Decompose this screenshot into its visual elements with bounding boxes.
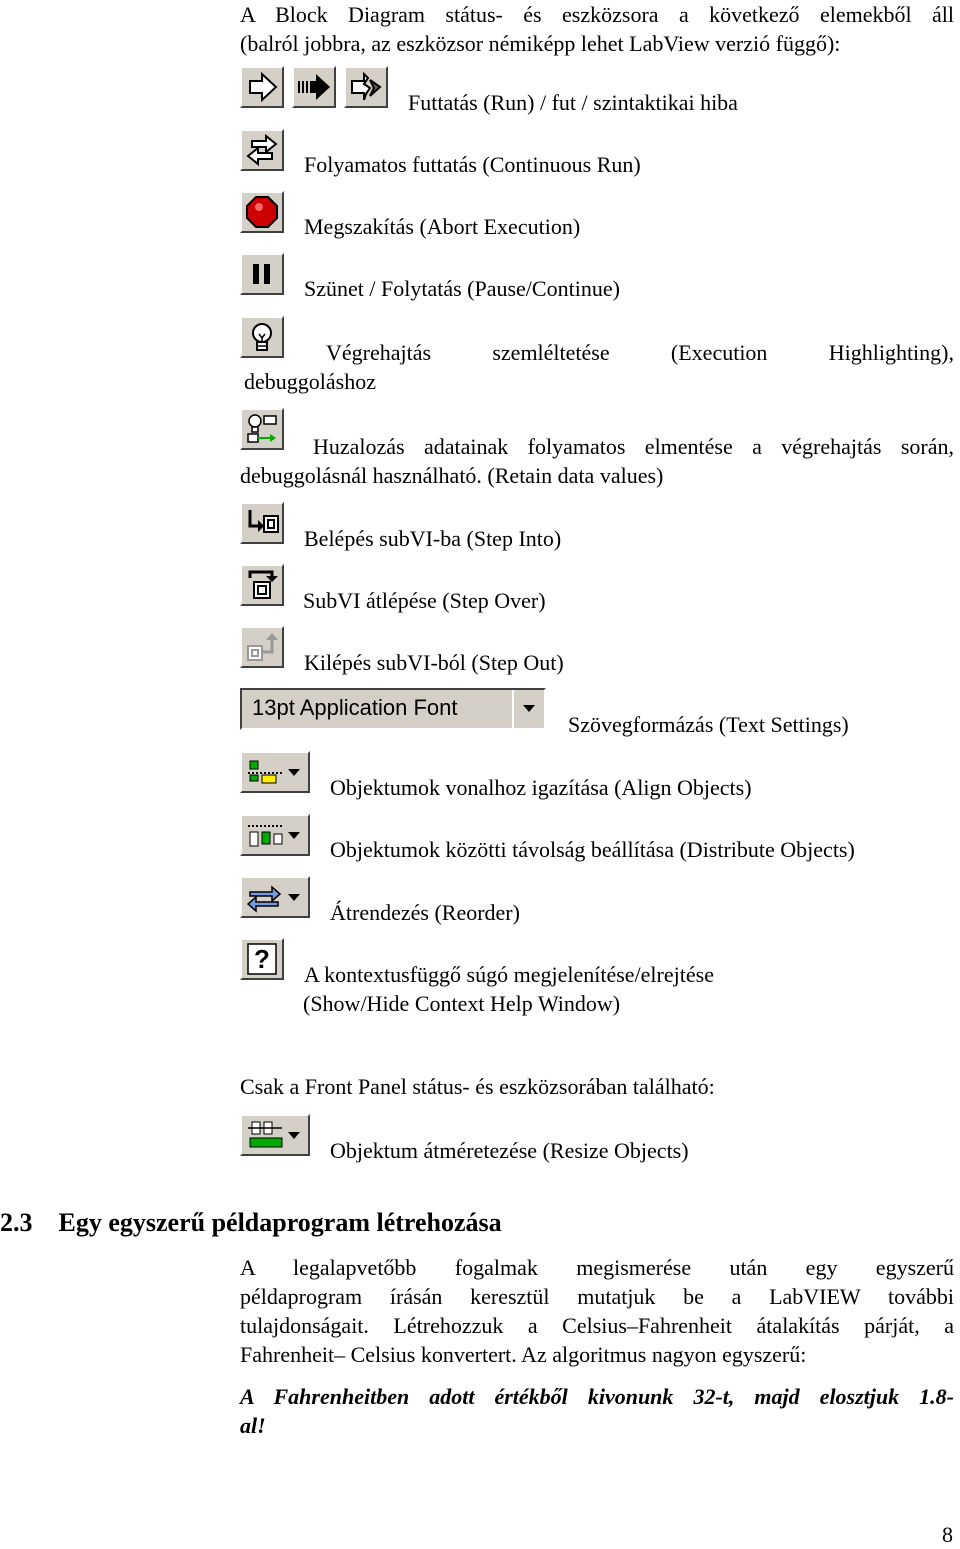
run-broken-icon[interactable]	[344, 66, 388, 108]
highlight-execution-label-2: debuggoláshoz	[244, 369, 376, 394]
page-number: 8	[942, 1522, 953, 1547]
context-help-label-2: (Show/Hide Context Help Window)	[303, 991, 621, 1016]
resize-objects-label: Objektum átméretezése (Resize Objects)	[330, 1138, 689, 1163]
text-settings-label: Szövegformázás (Text Settings)	[568, 712, 849, 737]
paragraph-line: A legalapvetőbb fogalmak megismerése után egy egyszerű	[240, 1255, 954, 1280]
text-settings-dropdown[interactable]	[240, 688, 546, 730]
emphasis-line: A Fahrenheitben adott értékből kivonunk 32-t, majd elosztjuk 1.8-	[240, 1384, 954, 1409]
section-heading: 2.3 Egy egyszerű példaprogram létrehozása	[0, 1208, 502, 1237]
step-out-icon[interactable]	[240, 626, 284, 668]
highlight-execution-label: Végrehajtás szemléltetése (Execution Highlighting),	[326, 340, 954, 365]
abort-icon[interactable]	[240, 191, 284, 233]
reorder-label: Átrendezés (Reorder)	[330, 900, 520, 925]
retain-wire-values-icon[interactable]	[240, 408, 284, 450]
step-into-label: Belépés subVI-ba (Step Into)	[304, 526, 562, 551]
emphasis-line-2: al!	[240, 1413, 266, 1438]
distribute-objects-label: Objektumok közötti távolság beállítása (Distribute Objects)	[330, 837, 855, 862]
paragraph-line: tulajdonságait. Létrehozzuk a Celsius–Fahrenheit átalakítás párját, a	[240, 1313, 954, 1338]
step-into-icon[interactable]	[240, 502, 284, 544]
reorder-icon[interactable]	[240, 876, 310, 918]
pause-icon[interactable]	[240, 253, 284, 295]
run-label: Futtatás (Run) / fut / szintaktikai hiba	[408, 90, 738, 115]
align-objects-label: Objektumok vonalhoz igazítása (Align Objects)	[330, 775, 752, 800]
context-help-label: A kontextusfüggő súgó megjelenítése/elrejtése	[304, 962, 714, 987]
intro-line-1: A Block Diagram státus- és eszközsora a következő elemekből áll	[240, 2, 954, 27]
continuous-run-icon[interactable]	[240, 129, 284, 171]
pause-label: Szünet / Folytatás (Pause/Continue)	[304, 276, 620, 301]
chevron-down-icon	[512, 690, 544, 728]
abort-label: Megszakítás (Abort Execution)	[304, 214, 581, 239]
paragraph-line: példaprogram írásán keresztül mutatjuk be a LabVIEW további	[240, 1284, 954, 1309]
retain-wire-values-label-2: debuggolásnál használható. (Retain data values)	[240, 463, 664, 488]
svg-text:?: ?	[254, 944, 270, 974]
step-out-label: Kilépés subVI-ból (Step Out)	[304, 650, 564, 675]
align-objects-icon[interactable]	[240, 751, 310, 793]
context-help-icon[interactable]	[240, 938, 284, 980]
paragraph-line: Fahrenheit– Celsius konvertert. Az algoritmus nagyon egyszerű:	[240, 1342, 807, 1367]
front-panel-intro: Csak a Front Panel státus- és eszközsorában található:	[240, 1074, 715, 1099]
distribute-objects-icon[interactable]	[240, 814, 310, 856]
highlight-execution-icon[interactable]	[240, 316, 284, 358]
continuous-run-label: Folyamatos futtatás (Continuous Run)	[304, 152, 641, 177]
run-running-icon[interactable]	[292, 66, 336, 108]
retain-wire-values-label: Huzalozás adatainak folyamatos elmentése a végrehajtás során,	[313, 434, 954, 459]
resize-objects-icon[interactable]	[240, 1114, 310, 1156]
font-selector-value: 13pt Application Font	[252, 695, 458, 720]
step-over-label: SubVI átlépése (Step Over)	[303, 588, 546, 613]
run-arrow-icon[interactable]	[240, 66, 284, 108]
intro-line-2: (balról jobbra, az eszközsor némiképp lehet LabView verzió függő):	[240, 31, 841, 56]
step-over-icon[interactable]	[240, 564, 284, 606]
